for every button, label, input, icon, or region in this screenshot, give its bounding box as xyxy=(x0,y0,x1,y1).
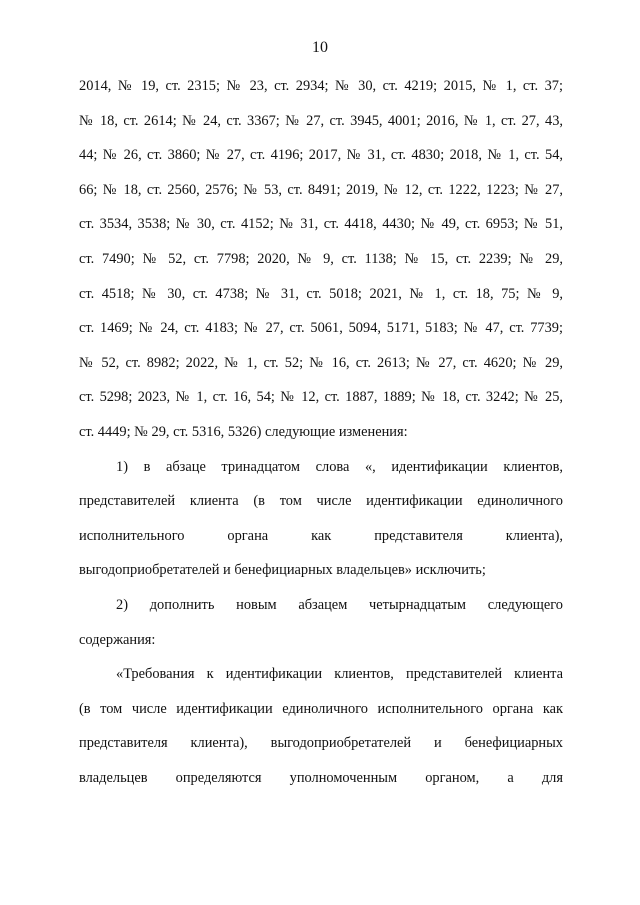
text-line: № 18, ст. 2614; № 24, ст. 3367; № 27, ст. 3945, 4001; 2016, № 1, ст. 27, 43, xyxy=(79,112,563,129)
text-line: ст. 4518; № 30, ст. 4738; № 31, ст. 5018; 2021, № 1, ст. 18, 75; № 9, xyxy=(79,285,563,302)
text-line: 66; № 18, ст. 2560, 2576; № 53, ст. 8491; 2019, № 12, ст. 1222, 1223; № 27, xyxy=(79,181,563,198)
text-line: 2014, № 19, ст. 2315; № 23, ст. 2934; № 30, ст. 4219; 2015, № 1, ст. 37; xyxy=(79,78,563,94)
document-body xyxy=(79,76,563,802)
text-line: ст. 4449; № 29, ст. 5316, 5326) следующие изменения: xyxy=(79,423,408,440)
text-line: 44; № 26, ст. 3860; № 27, ст. 4196; 2017, № 31, ст. 4830; 2018, № 1, ст. 54, xyxy=(79,147,563,164)
text-line: исполнительного органа как представителя клиента), xyxy=(79,527,563,544)
text-line: (в том числе идентификации единоличного исполнительного органа как xyxy=(79,700,563,717)
text-line: 1) в абзаце тринадцатом слова «, идентификации клиентов, xyxy=(116,458,563,475)
text-line: «Требования к идентификации клиентов, представителей клиента xyxy=(116,666,563,683)
text-line: ст. 1469; № 24, ст. 4183; № 27, ст. 5061, 5094, 5171, 5183; № 47, ст. 7739; xyxy=(79,320,563,337)
text-line: представителей клиента (в том числе идентификации единоличного xyxy=(79,493,563,510)
text-line: ст. 3534, 3538; № 30, ст. 4152; № 31, ст. 4418, 4430; № 49, ст. 6953; № 51, xyxy=(79,216,563,233)
text-line: выгодоприобретателей и бенефициарных владельцев» исключить; xyxy=(79,562,486,579)
text-line: ст. 7490; № 52, ст. 7798; 2020, № 9, ст. 1138; № 15, ст. 2239; № 29, xyxy=(79,250,563,267)
text-line: № 52, ст. 8982; 2022, № 1, ст. 52; № 16, ст. 2613; № 27, ст. 4620; № 29, xyxy=(79,354,563,371)
text-line: представителя клиента), выгодоприобретателей и бенефициарных xyxy=(79,735,563,752)
page-number: 10 xyxy=(312,39,328,56)
text-line: 2) дополнить новым абзацем четырнадцатым следующего xyxy=(116,596,563,613)
text-line: ст. 5298; 2023, № 1, ст. 16, 54; № 12, ст. 1887, 1889; № 18, ст. 3242; № 25, xyxy=(79,389,563,406)
text-line: владельцев определяются уполномоченным органом, а для xyxy=(79,769,563,786)
text-line: содержания: xyxy=(79,631,156,648)
